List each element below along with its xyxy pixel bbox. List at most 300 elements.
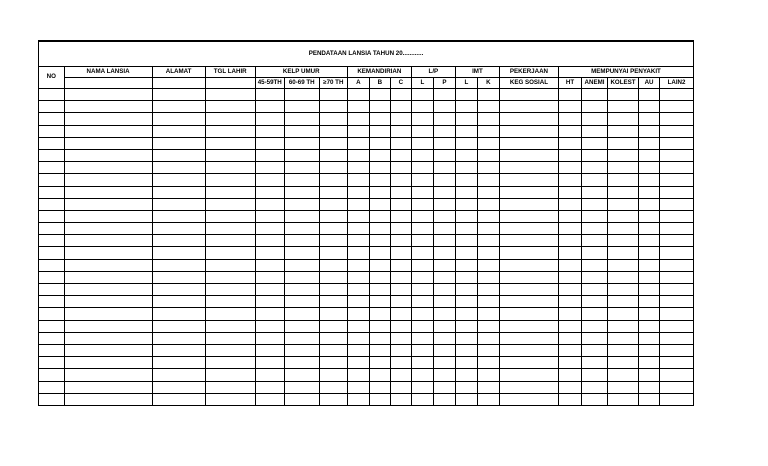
table-cell[interactable] xyxy=(39,162,64,174)
table-cell[interactable] xyxy=(499,308,558,320)
table-cell[interactable] xyxy=(477,320,499,332)
table-cell[interactable] xyxy=(284,381,319,393)
table-cell[interactable] xyxy=(255,344,284,356)
table-cell[interactable] xyxy=(411,125,433,137)
table-cell[interactable] xyxy=(319,174,347,186)
table-cell[interactable] xyxy=(558,174,581,186)
table-cell[interactable] xyxy=(39,89,64,101)
table-cell[interactable] xyxy=(639,320,660,332)
table-cell[interactable] xyxy=(499,186,558,198)
table-cell[interactable] xyxy=(390,308,411,320)
table-cell[interactable] xyxy=(433,113,455,125)
table-cell[interactable] xyxy=(558,101,581,113)
table-cell[interactable] xyxy=(64,247,152,259)
table-cell[interactable] xyxy=(205,186,255,198)
table-cell[interactable] xyxy=(582,89,608,101)
table-cell[interactable] xyxy=(660,101,693,113)
table-cell[interactable] xyxy=(369,186,390,198)
table-cell[interactable] xyxy=(255,137,284,149)
table-cell[interactable] xyxy=(499,198,558,210)
table-cell[interactable] xyxy=(558,308,581,320)
table-cell[interactable] xyxy=(390,247,411,259)
table-cell[interactable] xyxy=(455,284,477,296)
table-cell[interactable] xyxy=(64,369,152,381)
table-cell[interactable] xyxy=(347,247,369,259)
table-cell[interactable] xyxy=(455,174,477,186)
table-cell[interactable] xyxy=(558,381,581,393)
table-cell[interactable] xyxy=(582,381,608,393)
table-cell[interactable] xyxy=(433,223,455,235)
table-cell[interactable] xyxy=(39,137,64,149)
table-cell[interactable] xyxy=(39,332,64,344)
table-cell[interactable] xyxy=(411,186,433,198)
table-cell[interactable] xyxy=(284,247,319,259)
table-cell[interactable] xyxy=(284,259,319,271)
table-cell[interactable] xyxy=(455,259,477,271)
table-cell[interactable] xyxy=(347,259,369,271)
table-cell[interactable] xyxy=(660,162,693,174)
table-cell[interactable] xyxy=(152,259,205,271)
table-cell[interactable] xyxy=(582,259,608,271)
table-cell[interactable] xyxy=(558,235,581,247)
table-cell[interactable] xyxy=(64,259,152,271)
table-cell[interactable] xyxy=(499,369,558,381)
table-cell[interactable] xyxy=(455,357,477,369)
table-cell[interactable] xyxy=(347,271,369,283)
table-cell[interactable] xyxy=(64,137,152,149)
table-cell[interactable] xyxy=(608,101,639,113)
table-cell[interactable] xyxy=(499,247,558,259)
table-cell[interactable] xyxy=(390,210,411,222)
table-cell[interactable] xyxy=(660,247,693,259)
table-cell[interactable] xyxy=(608,113,639,125)
table-cell[interactable] xyxy=(152,174,205,186)
table-cell[interactable] xyxy=(284,308,319,320)
table-cell[interactable] xyxy=(64,381,152,393)
table-cell[interactable] xyxy=(255,125,284,137)
table-cell[interactable] xyxy=(477,125,499,137)
table-cell[interactable] xyxy=(152,357,205,369)
table-cell[interactable] xyxy=(390,223,411,235)
table-cell[interactable] xyxy=(608,296,639,308)
table-cell[interactable] xyxy=(319,296,347,308)
table-cell[interactable] xyxy=(558,198,581,210)
table-cell[interactable] xyxy=(319,357,347,369)
table-cell[interactable] xyxy=(608,235,639,247)
table-cell[interactable] xyxy=(284,210,319,222)
table-cell[interactable] xyxy=(639,271,660,283)
table-cell[interactable] xyxy=(660,259,693,271)
table-cell[interactable] xyxy=(39,247,64,259)
table-cell[interactable] xyxy=(639,101,660,113)
table-cell[interactable] xyxy=(255,223,284,235)
table-cell[interactable] xyxy=(477,344,499,356)
table-cell[interactable] xyxy=(39,393,64,405)
table-cell[interactable] xyxy=(558,259,581,271)
table-cell[interactable] xyxy=(284,113,319,125)
table-cell[interactable] xyxy=(39,174,64,186)
table-cell[interactable] xyxy=(284,137,319,149)
table-cell[interactable] xyxy=(205,344,255,356)
table-cell[interactable] xyxy=(499,381,558,393)
table-cell[interactable] xyxy=(152,137,205,149)
table-cell[interactable] xyxy=(558,137,581,149)
table-cell[interactable] xyxy=(660,369,693,381)
table-cell[interactable] xyxy=(639,344,660,356)
table-cell[interactable] xyxy=(639,332,660,344)
table-cell[interactable] xyxy=(152,381,205,393)
table-cell[interactable] xyxy=(639,259,660,271)
table-cell[interactable] xyxy=(64,320,152,332)
table-cell[interactable] xyxy=(152,162,205,174)
table-cell[interactable] xyxy=(284,101,319,113)
table-cell[interactable] xyxy=(411,308,433,320)
table-cell[interactable] xyxy=(255,89,284,101)
table-cell[interactable] xyxy=(205,247,255,259)
table-cell[interactable] xyxy=(369,113,390,125)
table-cell[interactable] xyxy=(639,186,660,198)
table-cell[interactable] xyxy=(319,125,347,137)
table-cell[interactable] xyxy=(660,89,693,101)
table-cell[interactable] xyxy=(390,113,411,125)
table-cell[interactable] xyxy=(64,332,152,344)
table-cell[interactable] xyxy=(369,210,390,222)
table-cell[interactable] xyxy=(582,369,608,381)
table-cell[interactable] xyxy=(284,174,319,186)
table-cell[interactable] xyxy=(347,381,369,393)
table-cell[interactable] xyxy=(255,149,284,161)
table-cell[interactable] xyxy=(205,198,255,210)
table-cell[interactable] xyxy=(411,113,433,125)
table-cell[interactable] xyxy=(369,271,390,283)
table-cell[interactable] xyxy=(369,357,390,369)
table-cell[interactable] xyxy=(582,235,608,247)
table-cell[interactable] xyxy=(411,162,433,174)
table-cell[interactable] xyxy=(411,344,433,356)
table-cell[interactable] xyxy=(558,332,581,344)
table-cell[interactable] xyxy=(152,369,205,381)
table-cell[interactable] xyxy=(390,198,411,210)
table-cell[interactable] xyxy=(39,271,64,283)
table-cell[interactable] xyxy=(255,113,284,125)
table-cell[interactable] xyxy=(608,89,639,101)
table-cell[interactable] xyxy=(639,381,660,393)
table-cell[interactable] xyxy=(39,186,64,198)
table-cell[interactable] xyxy=(64,149,152,161)
table-cell[interactable] xyxy=(255,320,284,332)
table-cell[interactable] xyxy=(347,320,369,332)
table-cell[interactable] xyxy=(608,162,639,174)
table-cell[interactable] xyxy=(433,247,455,259)
table-cell[interactable] xyxy=(608,174,639,186)
table-cell[interactable] xyxy=(411,149,433,161)
table-cell[interactable] xyxy=(608,332,639,344)
table-cell[interactable] xyxy=(639,198,660,210)
table-cell[interactable] xyxy=(255,186,284,198)
table-cell[interactable] xyxy=(499,271,558,283)
table-cell[interactable] xyxy=(499,149,558,161)
table-cell[interactable] xyxy=(347,344,369,356)
table-cell[interactable] xyxy=(39,198,64,210)
table-cell[interactable] xyxy=(477,296,499,308)
table-cell[interactable] xyxy=(660,198,693,210)
table-cell[interactable] xyxy=(284,332,319,344)
table-cell[interactable] xyxy=(64,284,152,296)
table-cell[interactable] xyxy=(411,235,433,247)
table-cell[interactable] xyxy=(64,186,152,198)
table-cell[interactable] xyxy=(582,210,608,222)
table-cell[interactable] xyxy=(39,101,64,113)
table-cell[interactable] xyxy=(369,137,390,149)
table-cell[interactable] xyxy=(582,113,608,125)
table-cell[interactable] xyxy=(284,357,319,369)
table-cell[interactable] xyxy=(455,344,477,356)
table-cell[interactable] xyxy=(152,308,205,320)
table-cell[interactable] xyxy=(433,89,455,101)
table-cell[interactable] xyxy=(255,210,284,222)
table-cell[interactable] xyxy=(499,320,558,332)
table-cell[interactable] xyxy=(477,235,499,247)
table-cell[interactable] xyxy=(39,357,64,369)
table-cell[interactable] xyxy=(477,259,499,271)
table-cell[interactable] xyxy=(477,186,499,198)
table-cell[interactable] xyxy=(369,332,390,344)
table-cell[interactable] xyxy=(660,174,693,186)
table-cell[interactable] xyxy=(477,223,499,235)
table-cell[interactable] xyxy=(347,186,369,198)
table-cell[interactable] xyxy=(558,210,581,222)
table-cell[interactable] xyxy=(152,210,205,222)
table-cell[interactable] xyxy=(608,320,639,332)
table-cell[interactable] xyxy=(284,149,319,161)
table-cell[interactable] xyxy=(319,369,347,381)
table-cell[interactable] xyxy=(582,393,608,405)
table-cell[interactable] xyxy=(639,113,660,125)
table-cell[interactable] xyxy=(455,332,477,344)
table-cell[interactable] xyxy=(411,271,433,283)
table-cell[interactable] xyxy=(319,113,347,125)
table-cell[interactable] xyxy=(608,198,639,210)
table-cell[interactable] xyxy=(347,174,369,186)
table-cell[interactable] xyxy=(433,137,455,149)
table-cell[interactable] xyxy=(284,393,319,405)
table-cell[interactable] xyxy=(639,89,660,101)
table-cell[interactable] xyxy=(558,125,581,137)
table-cell[interactable] xyxy=(319,320,347,332)
table-cell[interactable] xyxy=(455,369,477,381)
table-cell[interactable] xyxy=(608,210,639,222)
table-cell[interactable] xyxy=(477,149,499,161)
table-cell[interactable] xyxy=(582,223,608,235)
table-cell[interactable] xyxy=(347,369,369,381)
table-cell[interactable] xyxy=(433,101,455,113)
table-cell[interactable] xyxy=(433,357,455,369)
table-cell[interactable] xyxy=(499,125,558,137)
table-cell[interactable] xyxy=(433,271,455,283)
table-cell[interactable] xyxy=(499,393,558,405)
table-cell[interactable] xyxy=(411,210,433,222)
table-cell[interactable] xyxy=(205,357,255,369)
table-cell[interactable] xyxy=(255,247,284,259)
table-cell[interactable] xyxy=(455,308,477,320)
table-cell[interactable] xyxy=(558,149,581,161)
table-cell[interactable] xyxy=(64,296,152,308)
table-cell[interactable] xyxy=(433,235,455,247)
table-cell[interactable] xyxy=(639,247,660,259)
table-cell[interactable] xyxy=(39,223,64,235)
table-cell[interactable] xyxy=(284,271,319,283)
table-cell[interactable] xyxy=(347,296,369,308)
table-cell[interactable] xyxy=(390,296,411,308)
table-cell[interactable] xyxy=(582,198,608,210)
table-cell[interactable] xyxy=(608,223,639,235)
table-cell[interactable] xyxy=(582,174,608,186)
table-cell[interactable] xyxy=(499,174,558,186)
table-cell[interactable] xyxy=(369,284,390,296)
table-cell[interactable] xyxy=(152,320,205,332)
table-cell[interactable] xyxy=(64,271,152,283)
table-cell[interactable] xyxy=(582,137,608,149)
table-cell[interactable] xyxy=(608,344,639,356)
table-cell[interactable] xyxy=(390,174,411,186)
table-cell[interactable] xyxy=(499,210,558,222)
table-cell[interactable] xyxy=(477,174,499,186)
table-cell[interactable] xyxy=(64,393,152,405)
table-cell[interactable] xyxy=(319,149,347,161)
table-cell[interactable] xyxy=(64,357,152,369)
table-cell[interactable] xyxy=(558,113,581,125)
table-cell[interactable] xyxy=(205,223,255,235)
table-cell[interactable] xyxy=(319,247,347,259)
table-cell[interactable] xyxy=(455,235,477,247)
table-cell[interactable] xyxy=(639,284,660,296)
table-cell[interactable] xyxy=(455,381,477,393)
table-cell[interactable] xyxy=(39,284,64,296)
table-cell[interactable] xyxy=(499,357,558,369)
table-cell[interactable] xyxy=(499,223,558,235)
table-cell[interactable] xyxy=(411,137,433,149)
table-cell[interactable] xyxy=(499,101,558,113)
table-cell[interactable] xyxy=(499,296,558,308)
table-cell[interactable] xyxy=(477,381,499,393)
table-cell[interactable] xyxy=(455,137,477,149)
table-cell[interactable] xyxy=(582,357,608,369)
table-cell[interactable] xyxy=(433,259,455,271)
table-cell[interactable] xyxy=(152,332,205,344)
table-cell[interactable] xyxy=(558,223,581,235)
table-cell[interactable] xyxy=(433,320,455,332)
table-cell[interactable] xyxy=(64,223,152,235)
table-cell[interactable] xyxy=(255,259,284,271)
table-cell[interactable] xyxy=(284,186,319,198)
table-cell[interactable] xyxy=(152,393,205,405)
table-cell[interactable] xyxy=(433,149,455,161)
table-cell[interactable] xyxy=(639,137,660,149)
table-cell[interactable] xyxy=(205,381,255,393)
table-cell[interactable] xyxy=(558,247,581,259)
table-cell[interactable] xyxy=(319,89,347,101)
table-cell[interactable] xyxy=(455,162,477,174)
table-cell[interactable] xyxy=(319,137,347,149)
table-cell[interactable] xyxy=(39,296,64,308)
table-cell[interactable] xyxy=(152,89,205,101)
table-cell[interactable] xyxy=(255,357,284,369)
table-cell[interactable] xyxy=(64,89,152,101)
table-cell[interactable] xyxy=(411,357,433,369)
table-cell[interactable] xyxy=(499,89,558,101)
table-cell[interactable] xyxy=(390,137,411,149)
table-cell[interactable] xyxy=(347,308,369,320)
table-cell[interactable] xyxy=(455,89,477,101)
table-cell[interactable] xyxy=(284,235,319,247)
table-cell[interactable] xyxy=(152,113,205,125)
table-cell[interactable] xyxy=(558,296,581,308)
table-cell[interactable] xyxy=(455,198,477,210)
table-cell[interactable] xyxy=(433,210,455,222)
table-cell[interactable] xyxy=(369,369,390,381)
table-cell[interactable] xyxy=(369,320,390,332)
table-cell[interactable] xyxy=(347,198,369,210)
table-cell[interactable] xyxy=(660,223,693,235)
table-cell[interactable] xyxy=(411,369,433,381)
table-cell[interactable] xyxy=(639,357,660,369)
table-cell[interactable] xyxy=(255,308,284,320)
table-cell[interactable] xyxy=(582,186,608,198)
table-cell[interactable] xyxy=(433,162,455,174)
table-cell[interactable] xyxy=(255,332,284,344)
table-cell[interactable] xyxy=(499,113,558,125)
table-cell[interactable] xyxy=(347,89,369,101)
table-cell[interactable] xyxy=(660,125,693,137)
table-cell[interactable] xyxy=(455,247,477,259)
table-cell[interactable] xyxy=(152,235,205,247)
table-cell[interactable] xyxy=(639,296,660,308)
table-cell[interactable] xyxy=(64,210,152,222)
table-cell[interactable] xyxy=(39,259,64,271)
table-cell[interactable] xyxy=(205,284,255,296)
table-cell[interactable] xyxy=(152,247,205,259)
table-cell[interactable] xyxy=(477,89,499,101)
table-cell[interactable] xyxy=(433,186,455,198)
table-cell[interactable] xyxy=(608,247,639,259)
table-cell[interactable] xyxy=(558,344,581,356)
table-cell[interactable] xyxy=(255,162,284,174)
table-cell[interactable] xyxy=(39,381,64,393)
table-cell[interactable] xyxy=(255,393,284,405)
table-cell[interactable] xyxy=(477,137,499,149)
table-cell[interactable] xyxy=(255,284,284,296)
table-cell[interactable] xyxy=(64,174,152,186)
table-cell[interactable] xyxy=(369,223,390,235)
table-cell[interactable] xyxy=(660,393,693,405)
table-cell[interactable] xyxy=(608,393,639,405)
table-cell[interactable] xyxy=(347,125,369,137)
table-cell[interactable] xyxy=(390,89,411,101)
table-cell[interactable] xyxy=(284,369,319,381)
table-cell[interactable] xyxy=(205,259,255,271)
table-cell[interactable] xyxy=(499,284,558,296)
table-cell[interactable] xyxy=(608,308,639,320)
table-cell[interactable] xyxy=(660,320,693,332)
table-cell[interactable] xyxy=(347,101,369,113)
table-cell[interactable] xyxy=(499,162,558,174)
table-cell[interactable] xyxy=(660,186,693,198)
table-cell[interactable] xyxy=(411,259,433,271)
table-cell[interactable] xyxy=(369,393,390,405)
table-cell[interactable] xyxy=(390,369,411,381)
table-cell[interactable] xyxy=(433,198,455,210)
table-cell[interactable] xyxy=(558,162,581,174)
